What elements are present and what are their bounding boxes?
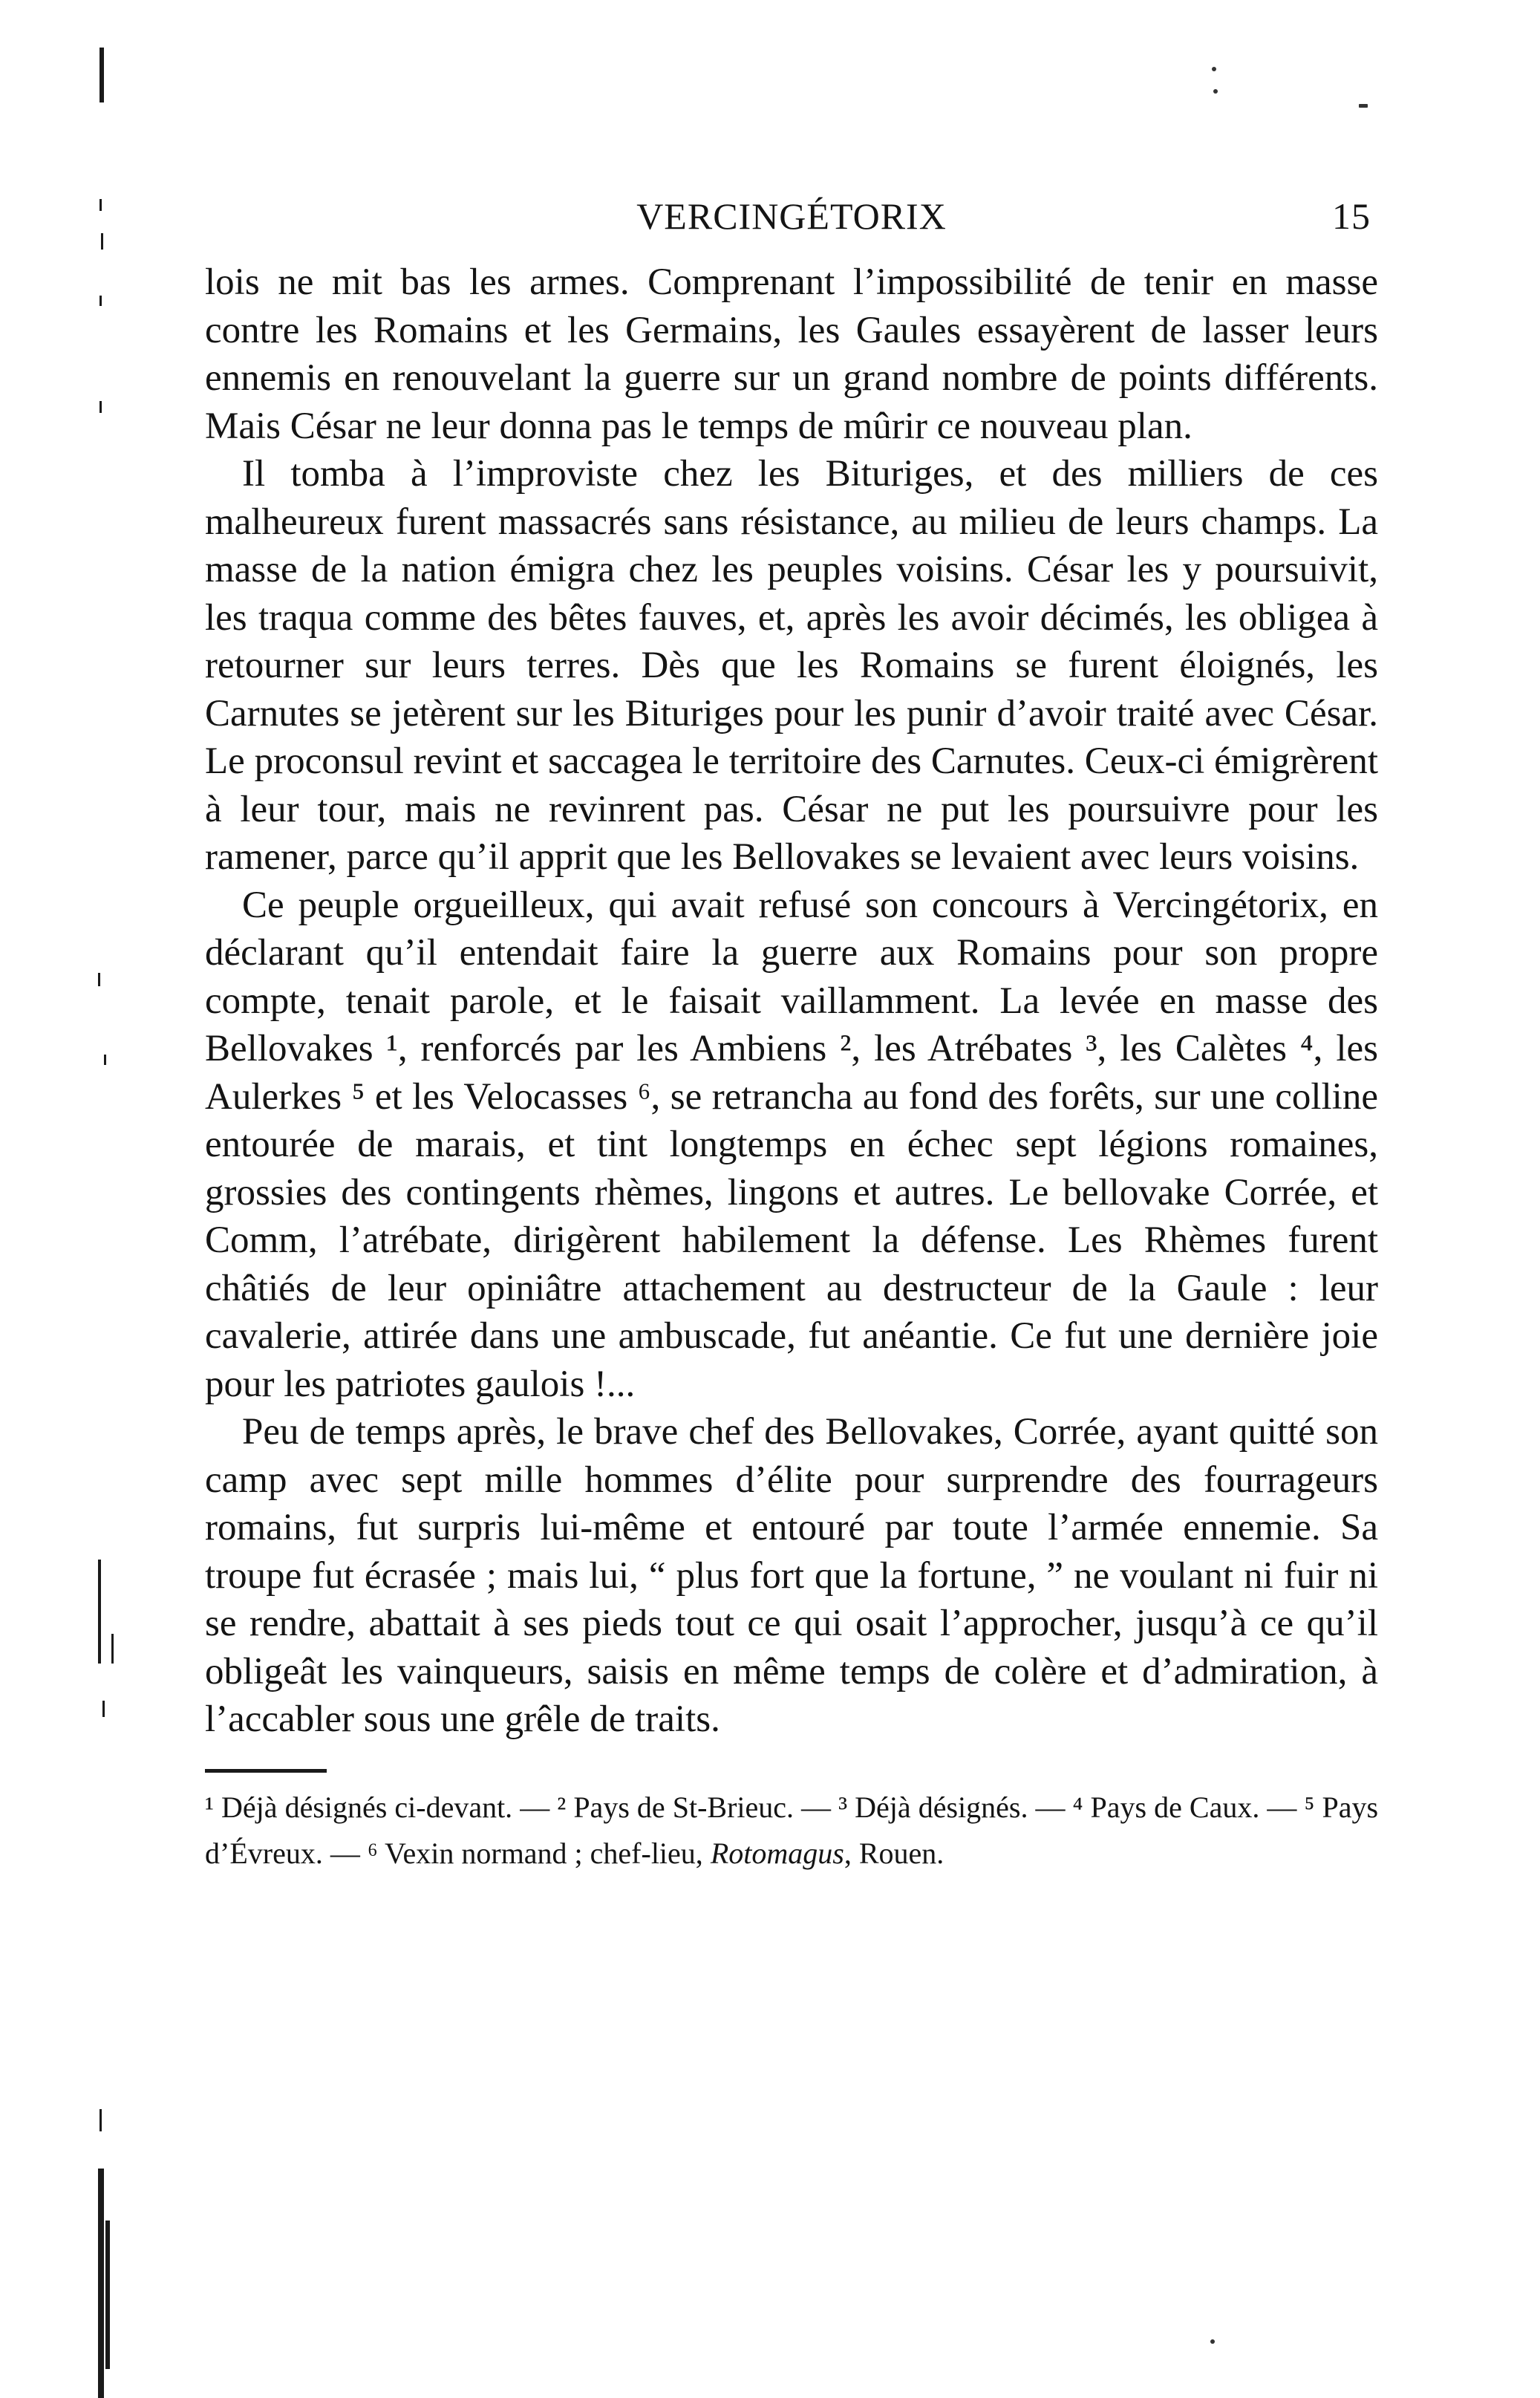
footnote-6-latin-name: Rotomagus — [710, 1836, 844, 1870]
scan-mark — [101, 233, 103, 250]
scan-mark — [105, 2221, 110, 2369]
paragraph: Il tomba à l’improviste chez les Bituriges, et des milliers de ces malheureux furent massacrés sans résistance, au milieu de leurs champs. La masse de la nation émigra chez les peuples voisins. César les y poursuivit, les traqua comme des bêtes fauves, et, après les avoir décimés, les obligea à retourner sur leurs terres. Dès que les Romains se furent éloignés, les Carnutes se jetèrent sur les Bituriges pour les punir d’avoir traité avec César. Le proconsul revint et saccagea le territoire des Carnutes. Ceux-ci émigrèrent à leur tour, mais ne revinrent pas. César ne put les poursuivre pour les ramener, parce qu’il apprit que les Bellovakes se levaient avec leurs voisins. — [205, 453, 1378, 878]
scan-speck — [1210, 2339, 1215, 2344]
footnote-2: ² Pays de St-Brieuc. — — [557, 1790, 832, 1824]
scan-mark — [99, 48, 104, 102]
footnote-6-end: , Rouen. — [844, 1836, 944, 1870]
scan-speck — [1213, 89, 1218, 94]
scan-mark — [98, 1560, 101, 1664]
footnote-rule — [205, 1769, 327, 1773]
scan-speck — [1212, 67, 1216, 71]
body-text — [205, 258, 1378, 1744]
footnote-block — [205, 1785, 1378, 1877]
footnotes — [205, 1785, 1378, 1877]
footnote-3: ³ Déjà désignés. — — [838, 1790, 1066, 1824]
paragraph: Peu de temps après, le brave chef des Bellovakes, Corrée, ayant quitté son camp avec sept mille hommes d’élite pour surprendre des fourrageurs romains, fut surpris lui-même et entouré par toute l’armée ennemie. Sa troupe fut écrasée ; mais lui, “ plus fort que la fortune, ” ne voulant ni fuir ni se rendre, abattait à ses pieds tout ce qui osait l’approcher, jusqu’à ce qu’il obligeât les vainqueurs, saisis en même temps de colère et d’admiration, à l’accabler sous une grêle de traits. — [205, 1411, 1378, 1740]
paragraph: lois ne mit bas les armes. Comprenant l’impossibilité de tenir en masse contre les Romains et les Germains, les Gaules essayèrent de lasser leurs ennemis en renouvelant la guerre sur un grand nombre de points différents. Mais César ne leur donna pas le temps de mûrir ce nouveau plan. — [205, 261, 1378, 447]
scan-mark — [98, 973, 100, 986]
paragraph: Ce peuple orgueilleux, qui avait refusé son concours à Vercingétorix, en déclarant qu’il entendait faire la guerre aux Romains pour son propre compte, tenait parole, et le faisait vaillamment. La levée en masse des Bellovakes ¹, renforcés par les Ambiens ², les Atrébates ³, les Calètes ⁴, les Aulerkes ⁵ et les Velocasses ⁶, se retrancha au fond des forêts, sur une colline entourée de marais, et tint longtemps en échec sept légions romaines, grossies des contingents rhèmes, lingons et autres. Le bellovake Corrée, et Comm, l’atrébate, dirigèrent habilement la défense. Les Rhèmes furent châtiés de leur opiniâtre attachement au destructeur de la Gaule : leur cavalerie, attirée dans une ambuscade, fut anéantie. Ce fut une dernière joie pour les patriotes gaulois !... — [205, 884, 1378, 1405]
footnote-4: ⁴ Pays de Caux. — — [1072, 1790, 1297, 1824]
scan-mark — [98, 2169, 104, 2398]
running-head — [205, 195, 1378, 247]
scan-gutter — [0, 0, 149, 2398]
footnote-6: ⁶ Vexin normand ; chef-lieu, — [367, 1836, 703, 1870]
scan-mark — [111, 1634, 114, 1664]
scan-mark — [104, 1055, 106, 1065]
scan-mark — [102, 1701, 105, 1717]
footnote-5: ⁵ Pays d’Évreux. — — [205, 1790, 1379, 1870]
book-page — [205, 195, 1378, 1877]
running-title: VERCINGÉTORIX — [636, 195, 947, 237]
scan-mark — [99, 2109, 102, 2131]
page-number: 15 — [1332, 195, 1371, 237]
scan-speck — [1359, 104, 1368, 108]
footnote-1: ¹ Déjà désignés ci-devant. — — [205, 1790, 550, 1824]
scan-mark — [99, 401, 102, 413]
scan-mark — [99, 296, 102, 306]
scan-mark — [99, 199, 102, 211]
